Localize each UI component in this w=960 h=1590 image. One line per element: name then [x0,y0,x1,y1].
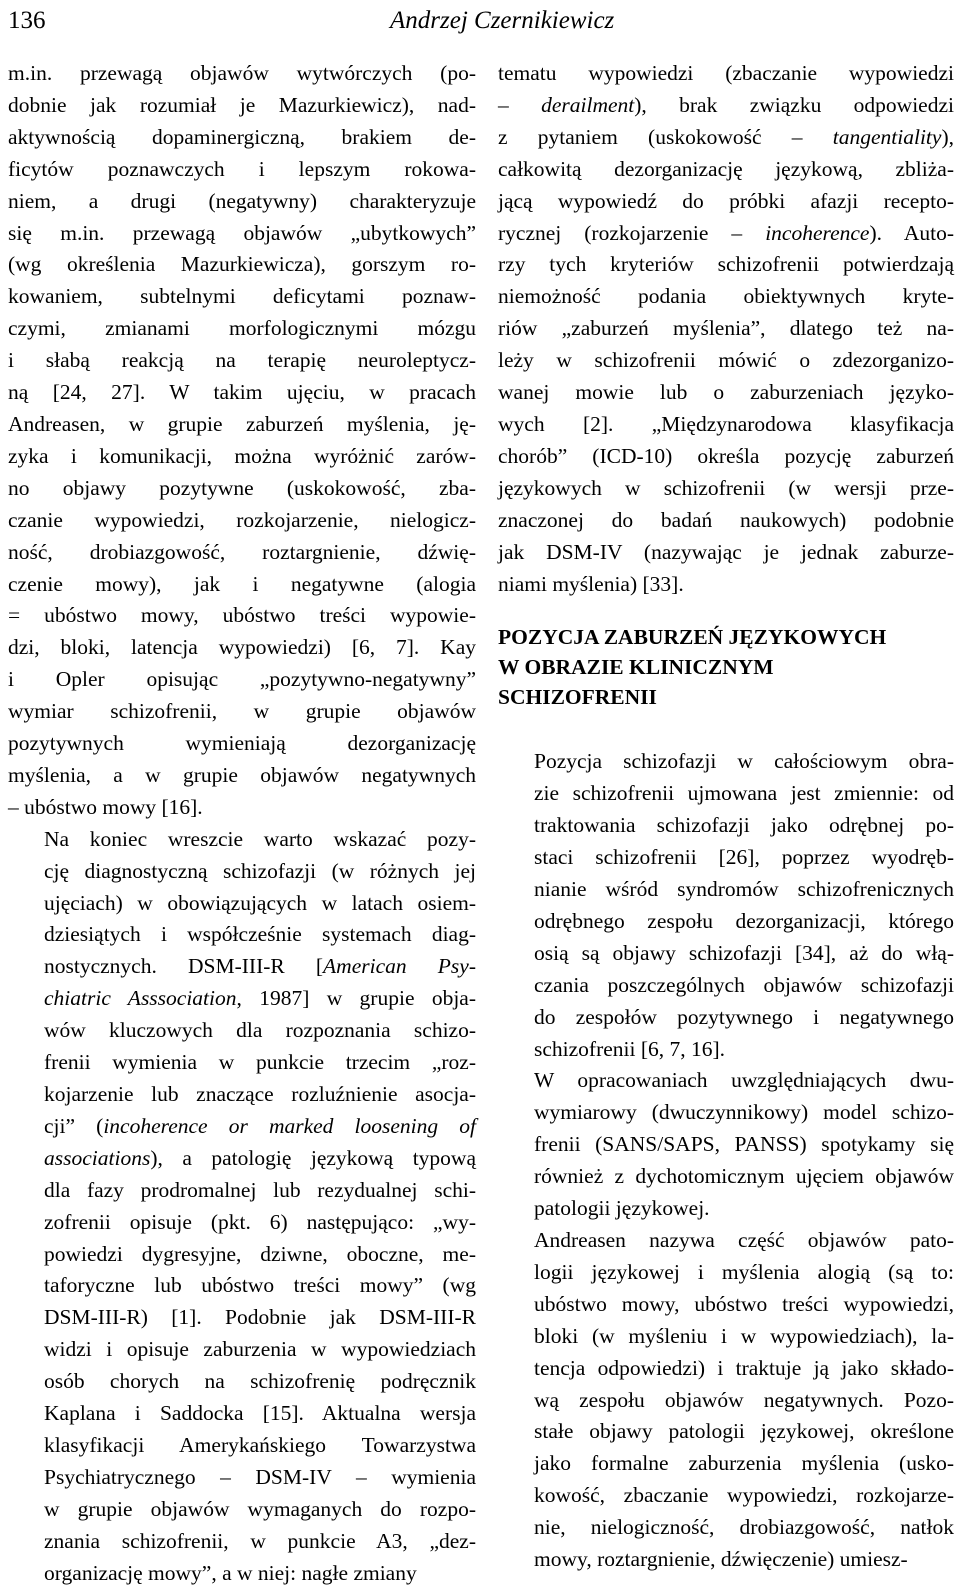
text-line: pozytywnych wymieniają dezorganizację [8,731,476,756]
heading-line: POZYCJA ZABURZEŃ JĘZYKOWYCH [498,625,887,650]
text-line: klasyfikacji Amerykańskiego Towarzystwa [44,1432,476,1457]
text-line: tencja odpowiedzi) i traktuje ją jako składo- [534,1355,954,1380]
text-line: Pozycja schizofazji w całościowym obra- [534,749,954,774]
text-line: odrębnego zespołu dezorganizacji, którego [534,908,954,933]
text-line: Psychiatrycznego – DSM-IV – wymienia [44,1464,476,1489]
text-line: (wg określenia Mazurkiewicza), gorszym ro- [8,252,476,277]
page-number: 136 [8,7,46,34]
text-line: nostycznych. DSM-III-R [American Psy- [44,954,476,979]
text-line: zyka i komunikacji, można wyróżnić zarów- [8,443,476,468]
page-header [8,0,952,40]
text-line: leży w schizofrenii mówić o zdezorganizo- [498,348,954,373]
text-line: mowy, roztargnienie, dźwięczenie) umiesz- [534,1547,908,1572]
text-line: Kaplana i Saddocka [15]. Aktualna wersja [44,1401,476,1426]
text-line: staci schizofrenii [26], poprzez wyodręb- [534,845,954,870]
text-line: wymiar schizofrenii, w grupie objawów [8,699,476,724]
text-line: rzy tych kryteriów schizofrenii potwierdzają [498,252,954,277]
text-line: cji” (incoherence or marked loosening of [44,1113,476,1138]
text-line: w grupie objawów wymaganych do rozpo- [44,1496,476,1521]
section-heading [498,622,954,712]
text-line: no objawy pozytywne (uskokowość, zba- [8,475,476,500]
body-paragraph [498,746,954,1065]
text-line: m.in. przewagą objawów wytwórczych (po- [8,61,476,85]
text-line: ujęciach) w obowiązujących w latach osiem- [44,890,476,915]
text-line: nie, nielogiczność, drobiazgowość, natłok [534,1515,954,1540]
text-line: niem, a drugi (negatywny) charakteryzuje [8,188,476,213]
text-line: jako formalne zaburzenia myślenia (usko- [534,1451,954,1476]
text-line: W opracowaniach uwzględniających dwu- [534,1068,954,1093]
text-line: aktywnością dopaminergiczną, brakiem de- [8,124,476,149]
text-line: DSM-III-R) [1]. Podobnie jak DSM-III-R [44,1305,476,1330]
body-paragraph [8,58,476,824]
text-line: niami myślenia) [33]. [498,571,684,596]
text-line: chorób” (ICD-10) określa pozycję zaburzeń [498,443,954,468]
text-line: z pytaniem (uskokowość – tangentiality), [498,124,954,149]
text-line: niemożność podania obiektywnych kryte- [498,284,954,309]
text-line: = ubóstwo mowy, ubóstwo treści wypowie- [8,603,476,628]
text-line: wych [2]. „Międzynarodowa klasyfikacja [498,411,954,436]
text-line: czenie mowy), jak i negatywne (alogia [8,571,476,596]
text-line: tematu wypowiedzi (zbaczanie wypowiedzi [498,61,954,85]
text-line: cję diagnostyczną schizofazji (w różnych jej [44,858,476,883]
text-line: jącą wypowiedź do próbki afazji recepto- [498,188,954,213]
text-line: całkowitą dezorganizację językową, zbliża- [498,156,954,181]
text-line: ficytów poznawczych i lepszym rokowa- [8,156,476,181]
text-line: osią są objawy schizofazji [34], aż do włą- [534,940,954,965]
heading-line: SCHIZOFRENII [498,685,657,710]
text-line: myślenia, a w grupie objawów negatywnych [8,762,476,787]
text-line: się m.in. przewagą objawów „ubytkowych” [8,220,476,245]
text-line: kowość, zbaczanie wypowiedzi, rozkojarze- [534,1483,954,1508]
text-line: patologii językowej. [534,1196,710,1221]
text-line: dziesiątych i współcześnie systemach diag- [44,922,476,947]
heading-line: W OBRAZIE KLINICZNYM [498,655,774,680]
text-line: Andreasen nazywa część objawów pato- [534,1228,954,1252]
text-line: dzi, bloki, latencja wypowiedzi) [6, 7]. Kay [8,635,476,660]
text-line: chiatric Asssociation, 1987] w grupie obja- [44,986,476,1011]
text-line: ność, drobiazgowość, roztargnienie, dźwię- [8,539,476,564]
text-line: i Opler opisując „pozytywno-negatywny” [8,667,476,692]
right-column [498,58,954,1576]
text-line: językowych w schizofrenii (w wersji prze- [498,475,954,500]
text-line: traktowania schizofazji jako odrębnej po- [534,813,954,838]
text-line: i słabą reakcją na terapię neuroleptycz- [8,348,476,373]
text-line: – ubóstwo mowy [16]. [8,794,203,819]
text-line: ną [24, 27]. W takim ujęciu, w pracach [8,380,476,405]
text-line: – derailment), brak związku odpowiedzi [498,92,954,117]
text-line: znaczonej do badań naukowych) podobnie [498,507,954,532]
body-paragraph [498,1065,954,1225]
text-line: osób chorych na schizofrenię podręcznik [44,1369,476,1394]
text-line: czymi, zmianami morfologicznymi mózgu [8,316,476,341]
text-line: frenii wymienia w punkcie trzecim „roz- [44,1050,476,1075]
text-line: powiedzi dygresyjne, dziwne, oboczne, me- [44,1241,476,1266]
text-line: dla fazy prodromalnej lub rezydualnej schi- [44,1177,476,1202]
text-line: widzi i opisuje zaburzenia w wypowiedziach [44,1337,476,1362]
text-line: zofrenii opisuje (pkt. 6) następująco: „wy- [44,1209,476,1234]
text-line: kowaniem, subtelnymi deficytami poznaw- [8,284,476,309]
text-line: dobnie jak rozumiał je Mazurkiewicz), nad- [8,92,476,117]
text-line: ubóstwo mowy, ubóstwo treści wypowiedzi, [534,1291,954,1316]
text-line: Andreasen, w grupie zaburzeń myślenia, ję- [8,411,476,436]
text-line: wą zespołu objawów negatywnych. Pozo- [534,1387,954,1412]
text-line: wów kluczowych dla rozpoznania schizo- [44,1018,476,1043]
body-paragraph [498,58,954,600]
text-line: Na koniec wreszcie warto wskazać pozy- [44,826,476,851]
text-line: organizację mowy”, a w niej: nagłe zmiany [44,1560,417,1585]
text-line: logii językowej i myślenia alogią (są to: [534,1259,954,1284]
text-line: wymiarowy (dwuczynnikowy) model schizo- [534,1100,954,1125]
text-line: jak DSM-IV (nazywając je jednak zaburze- [498,539,954,564]
text-line: taforyczne lub ubóstwo treści mowy” (wg [44,1273,476,1298]
running-head-author: Andrzej Czernikiewicz [390,7,615,34]
body-paragraph [8,824,476,1590]
text-line: associations), a patologię językową typową [44,1145,476,1170]
text-line: rycznej (rozkojarzenie – incoherence). Auto- [498,220,954,245]
text-line: frenii (SANS/SAPS, PANSS) spotykamy się [534,1132,954,1157]
text-line: schizofrenii [6, 7, 16]. [534,1036,726,1061]
text-line: stałe objawy patologii językowej, określone [534,1419,954,1444]
text-line: czania poszczególnych objawów schizofazji [534,972,954,997]
text-line: zie schizofrenii ujmowana jest zmiennie: od [534,781,954,806]
text-line: czanie wypowiedzi, rozkojarzenie, nielogicz- [8,507,476,532]
text-line: nianie wśród syndromów schizofrenicznych [534,877,954,902]
text-line: do zespołów pozytywnego i negatywnego [534,1004,954,1029]
body-paragraph [498,1225,954,1576]
text-line: również z dychotomicznym ujęciem objawów [534,1164,954,1189]
left-column [8,58,476,1590]
text-line: znania schizofrenii, w punkcie A3, „dez- [44,1528,476,1553]
text-line: riów „zaburzeń myślenia”, dlatego też na- [498,316,954,341]
text-line: kojarzenie lub znaczące rozluźnienie asocja- [44,1082,476,1106]
text-line: bloki (w myśleniu i w wypowiedziach), la- [534,1323,954,1348]
text-line: wanej mowie lub o zaburzeniach języko- [498,380,954,405]
